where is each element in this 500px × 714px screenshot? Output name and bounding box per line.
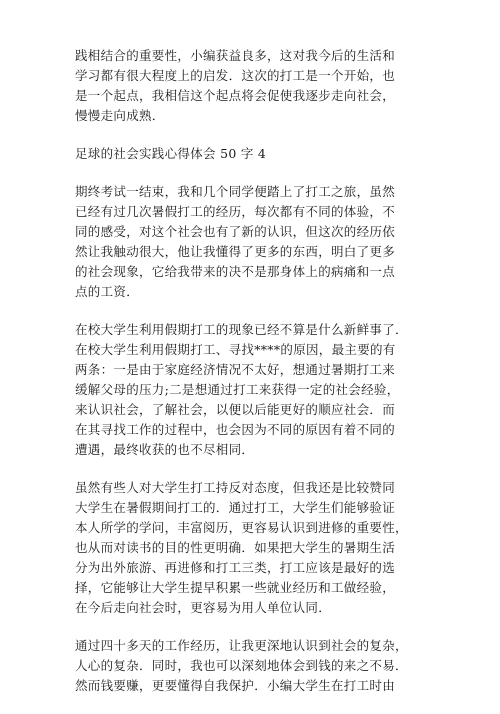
text-line: 点的工资． <box>75 284 140 299</box>
text-line: 也从而对读书的目的性更明确．如果把大学生的暑期生活 <box>75 540 396 555</box>
text-line: 在今后走向社会时，更容易为用人单位认同． <box>75 600 332 615</box>
text-line: 分为出外旅游、再进修和打工三类，打工应该是最好的选 <box>75 560 396 575</box>
text-line: 在校大学生利用假期打工的现象已经不算是什么新鲜事了． <box>75 322 408 337</box>
text-line: 择，它能够让大学生提早积累一些就业经历和工做经验， <box>75 580 396 595</box>
text-line: 遭遇，最终收获的也不尽相同． <box>75 442 255 457</box>
text-line: 来认识社会，了解社会，以便以后能更好的顺应社会．而 <box>75 402 396 417</box>
paragraph-2 <box>75 320 425 460</box>
text-line: 在其寻找工作的过程中，也会因为不同的原因有着不同的 <box>75 422 396 437</box>
text-line: 学习都有很大程度上的启发．这次的打工是一个开始，也 <box>75 68 396 83</box>
document-content <box>75 46 425 714</box>
text-line: 两条：一是由于家庭经济情况不太好，想通过暑期打工来 <box>75 362 396 377</box>
text-line: 然让我触动很大，他让我懂得了更多的东西，明白了更多 <box>75 244 396 259</box>
text-line: 是一个起点，我相信这个起点将会促使我逐步走向社会， <box>75 88 396 103</box>
paragraph-4 <box>75 636 425 696</box>
section-heading: 足球的社会实践心得体会 50 字 4 <box>75 146 267 161</box>
text-line: 践相结合的重要性，小编获益良多，这对我今后的生活和 <box>75 48 396 63</box>
text-line: 已经有过几次暑假打工的经历，每次都有不同的体验，不 <box>75 204 396 219</box>
text-line: 通过四十多天的工作经历，让我更深地认识到社会的复杂， <box>75 638 408 653</box>
text-line: 然而钱要赚，更要懂得自我保护．小编大学生在打工时由 <box>75 678 396 693</box>
text-line: 期终考试一结束，我和几个同学便踏上了打工之旅，虽然 <box>75 184 396 199</box>
paragraph-3 <box>75 478 425 618</box>
paragraph-intro <box>75 46 425 126</box>
paragraph-1 <box>75 182 425 302</box>
text-line: 大学生在暑假期间打工的．通过打工，大学生们能够验证 <box>75 500 396 515</box>
text-line: 虽然有些人对大学生打工持反对态度，但我还是比较赞同 <box>75 480 396 495</box>
text-line: 的社会现象，它给我带来的决不是那身体上的病痛和一点 <box>75 264 396 279</box>
text-line: 本人所学的学问，丰富阅历，更容易认识到进修的重要性， <box>75 520 408 535</box>
text-line: 人心的复杂．同时，我也可以深刻地体会到钱的来之不易． <box>75 658 408 673</box>
text-line: 慢慢走向成熟． <box>75 108 165 123</box>
text-line: 在校大学生利用假期打工、寻找****的原因，最主要的有 <box>75 342 396 357</box>
text-line: 同的感受，对这个社会也有了新的认识，但这次的经历依 <box>75 224 396 239</box>
text-line: 缓解父母的压力;二是想通过打工来获得一定的社会经验， <box>75 382 400 397</box>
